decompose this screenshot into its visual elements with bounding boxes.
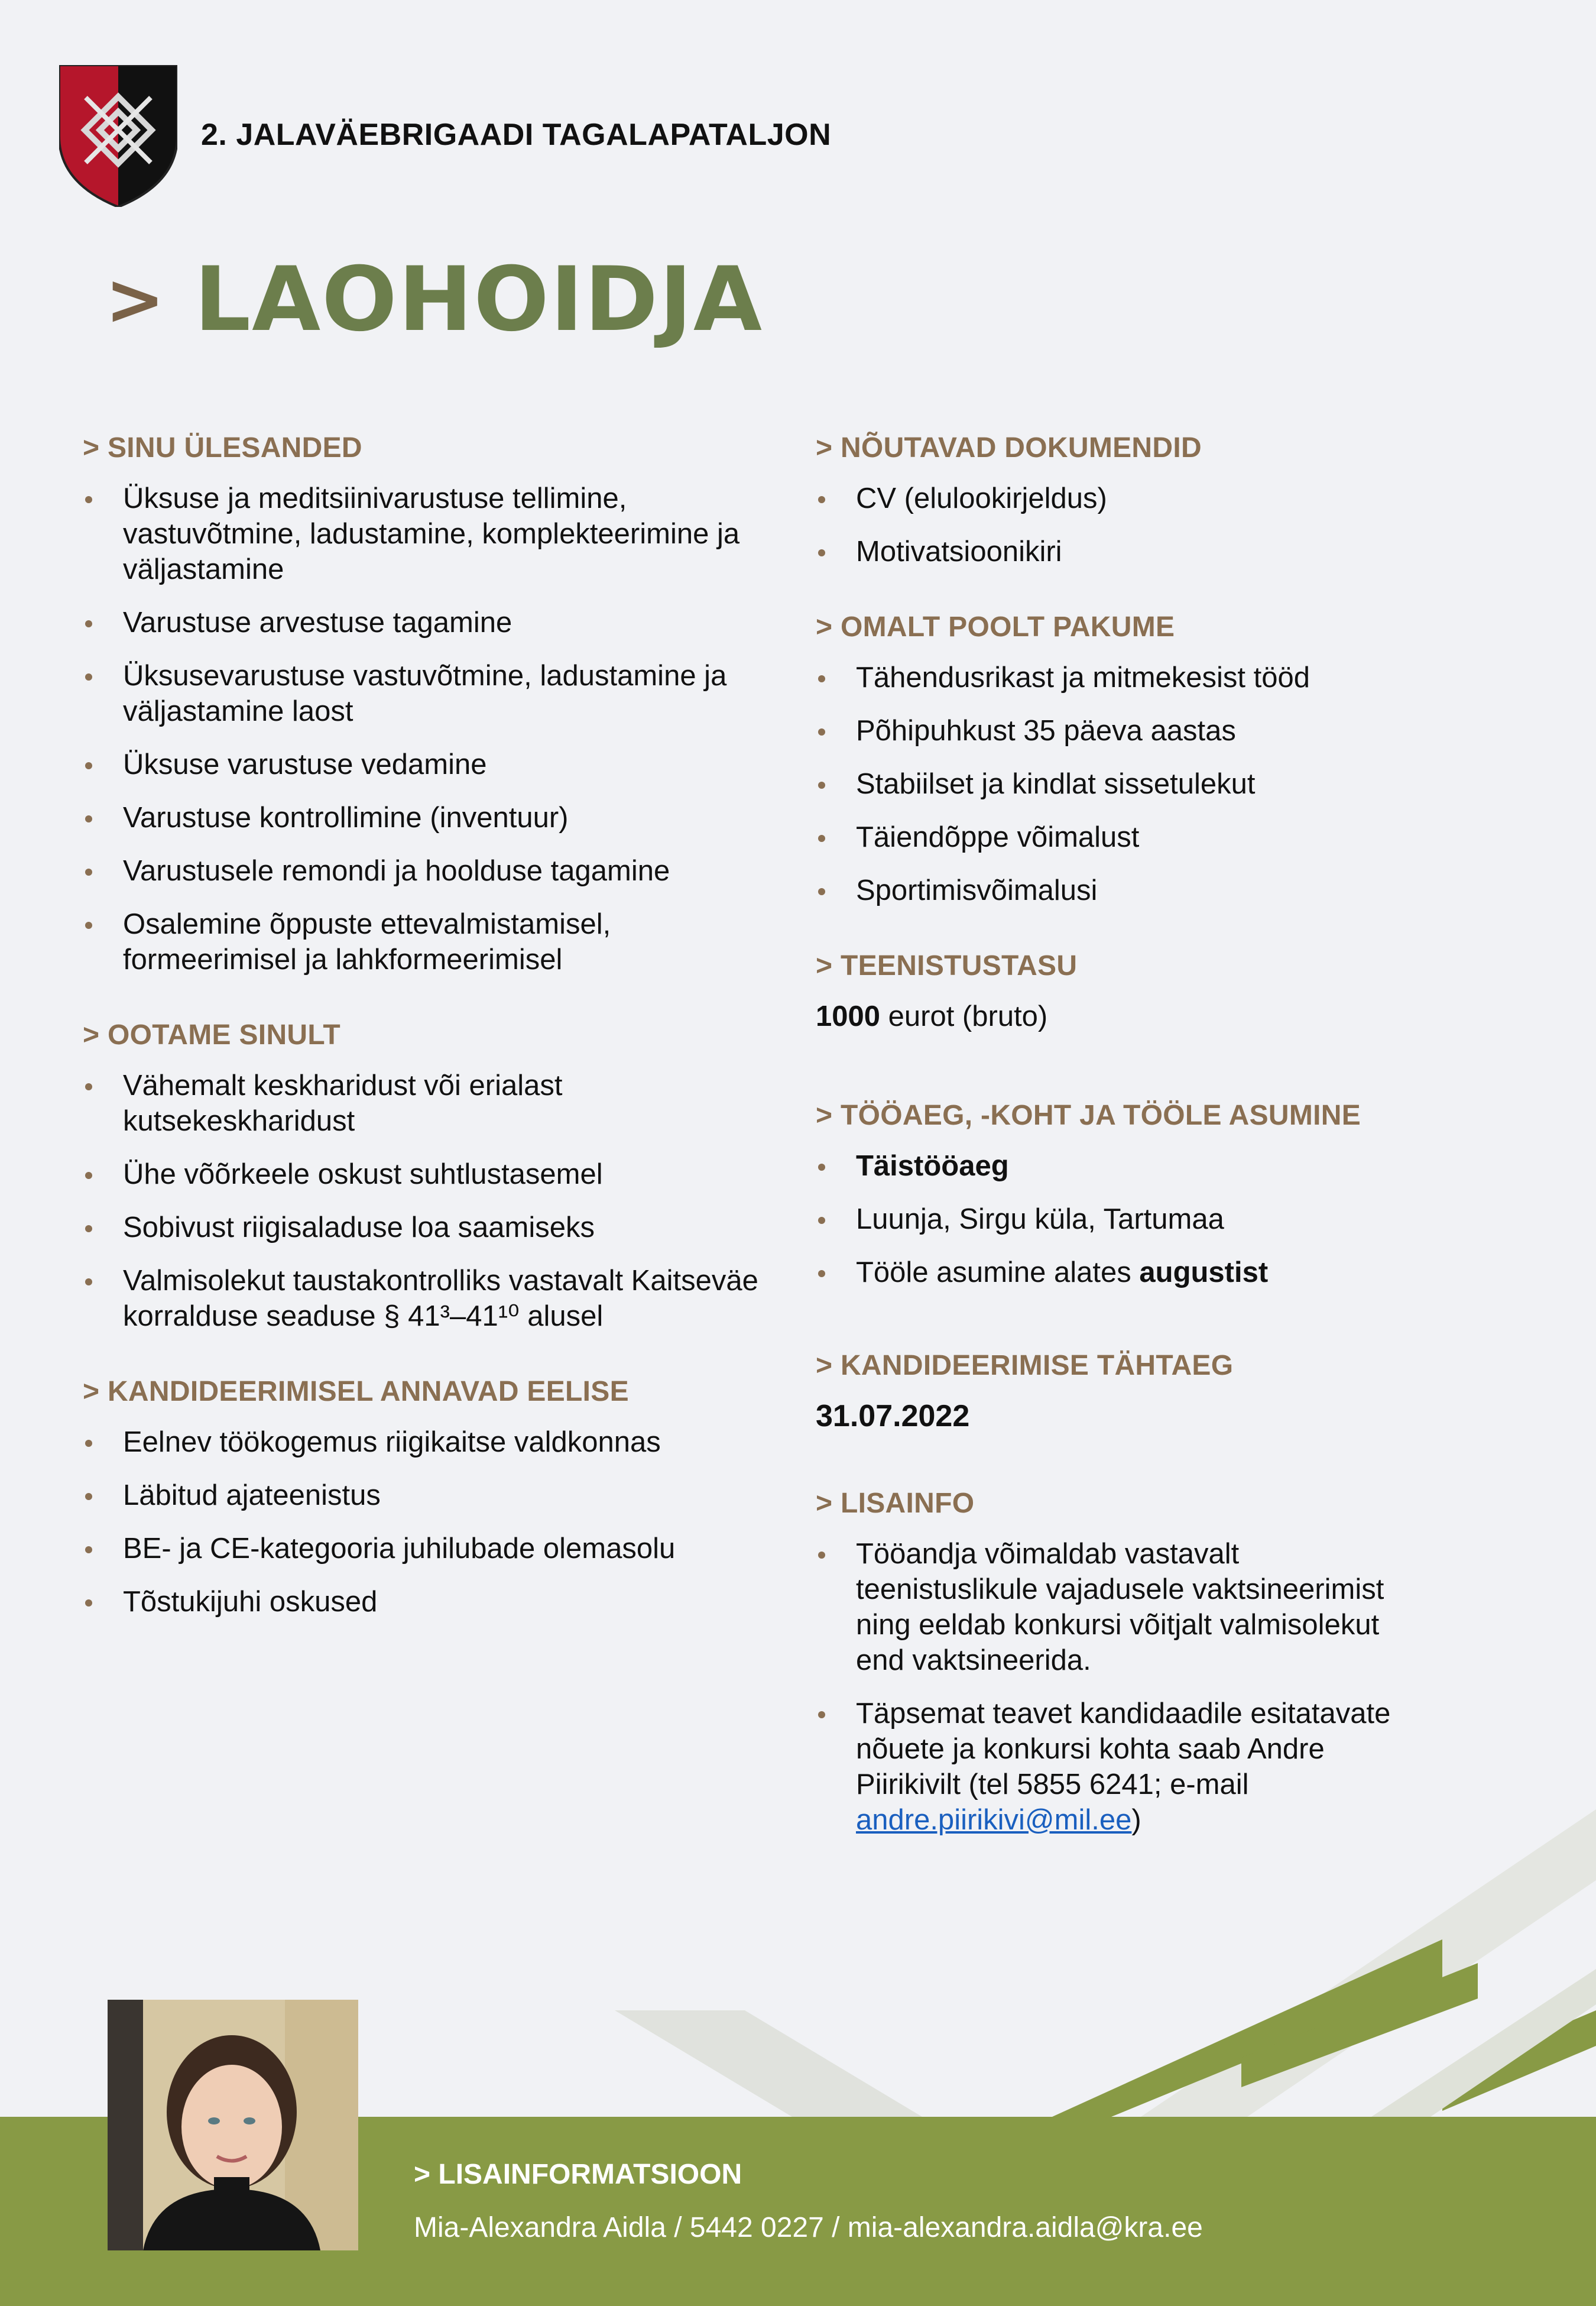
list-item: Ühe võõrkeele oskust suhtlustasemel	[83, 1157, 763, 1192]
info-text: Täpsemat teavet kandidaadile esitatavate nõuete ja konkursi kohta saab Andre Piirikivilt (tel 5855 6241; e-mail	[856, 1698, 1391, 1800]
list-item	[816, 1255, 1407, 1290]
list-item: Varustuse kontrollimine (inventuur)	[83, 800, 763, 835]
section-heading: > NÕUTAVAD DOKUMENDID	[816, 432, 1202, 464]
list-item: Täiendõppe võimalust	[816, 820, 1407, 855]
list-item: Stabiilset ja kindlat sissetulekut	[816, 766, 1407, 802]
list-item: BE- ja CE-kategooria juhilubade olemasolu	[83, 1531, 763, 1566]
list-item: Valmisolekut taustakontrolliks vastavalt Kaitseväe korralduse seaduse § 41³–41¹⁰ alusel	[83, 1263, 763, 1334]
list-item: Varustusele remondi ja hoolduse tagamine	[83, 853, 763, 889]
list-item: Üksuse ja meditsiinivarustuse tellimine, vastuvõtmine, ladustamine, komplekteerimine ja väljastamine	[83, 481, 763, 587]
section-worktime	[816, 1099, 1407, 1290]
email-link[interactable]: andre.piirikivi@mil.ee	[856, 1804, 1132, 1836]
section-heading: > TÖÖAEG, -KOHT JA TÖÖLE ASUMINE	[816, 1100, 1361, 1131]
list-item: Varustuse arvestuse tagamine	[83, 605, 763, 640]
organization-name: 2. JALAVÄEBRIGAADI TAGALAPATALJON	[201, 118, 832, 152]
title-arrow: >	[105, 258, 165, 341]
list-item: Motivatsioonikiri	[816, 534, 1407, 569]
section-offer	[816, 611, 1407, 908]
salary-text	[816, 999, 1407, 1034]
job-title: LAOHOIDJA	[194, 248, 764, 351]
footer-contact: Mia-Alexandra Aidla / 5442 0227 / mia-alexandra.aidla@kra.ee	[414, 2212, 1203, 2243]
list-item: Vähemalt keskharidust või erialast kutsekeskharidust	[83, 1068, 763, 1139]
section-advantages	[83, 1375, 763, 1620]
worktime-list	[816, 1148, 1407, 1290]
section-heading: > SINU ÜLESANDED	[83, 432, 362, 464]
list-item: Läbitud ajateenistus	[83, 1478, 763, 1513]
contact-person-photo	[108, 2000, 358, 2250]
section-heading: > KANDIDEERIMISEL ANNAVAD EELISE	[83, 1376, 629, 1407]
brigade-crest-logo	[59, 65, 177, 207]
section-heading: > TEENISTUSTASU	[816, 950, 1078, 982]
salary-unit: eurot (bruto)	[880, 1000, 1048, 1032]
start-month: augustist	[1139, 1256, 1269, 1288]
salary-amount: 1000	[816, 1000, 881, 1032]
list-item: Täistööaeg	[816, 1148, 1407, 1184]
documents-list	[816, 481, 1407, 569]
list-item: Tähendusrikast ja mitmekesist tööd	[816, 660, 1407, 695]
list-item: Üksuse varustuse vedamine	[83, 747, 763, 782]
section-heading: > OOTAME SINULT	[83, 1019, 341, 1051]
offer-list	[816, 660, 1407, 908]
list-item: Tõstukijuhi oskused	[83, 1584, 763, 1620]
section-heading: > LISAINFO	[816, 1488, 975, 1519]
expectations-list	[83, 1068, 763, 1334]
list-item: Osalemine õppuste ettevalmistamisel, formeerimisel ja lahkformeerimisel	[83, 906, 763, 977]
section-duties	[83, 432, 763, 977]
start-text: Tööle asumine alates	[856, 1256, 1140, 1288]
info-text-end: )	[1131, 1804, 1141, 1836]
section-heading: > OMALT POOLT PAKUME	[816, 611, 1175, 643]
section-expectations	[83, 1019, 763, 1334]
list-item: Tööandja võimaldab vastavalt teenistuslikule vajadusele vaktsineerimist ning eeldab konkursi võitjalt valmisolekut end vaktsineerida.	[816, 1536, 1407, 1678]
footer-heading: > LISAINFORMATSIOON	[414, 2159, 742, 2190]
list-item: Põhipuhkust 35 päeva aastas	[816, 713, 1407, 749]
list-item: Eelnev töökogemus riigikaitse valdkonnas	[83, 1424, 763, 1460]
section-deadline	[816, 1349, 1407, 1434]
list-item: Luunja, Sirgu küla, Tartumaa	[816, 1201, 1407, 1237]
advantages-list	[83, 1424, 763, 1620]
left-column	[83, 432, 763, 1661]
section-heading: > KANDIDEERIMISE TÄHTAEG	[816, 1350, 1234, 1381]
list-item: Sportimisvõimalusi	[816, 873, 1407, 908]
page-title	[105, 248, 763, 351]
deadline-date: 31.07.2022	[816, 1399, 970, 1433]
list-item: CV (elulookirjeldus)	[816, 481, 1407, 516]
list-item: Sobivust riigisaladuse loa saamiseks	[83, 1210, 763, 1245]
section-salary	[816, 950, 1407, 1034]
duties-list	[83, 481, 763, 977]
list-item: Üksusevarustuse vastuvõtmine, ladustamine ja väljastamine laost	[83, 658, 763, 729]
section-documents	[816, 432, 1407, 569]
right-column	[816, 432, 1407, 1879]
